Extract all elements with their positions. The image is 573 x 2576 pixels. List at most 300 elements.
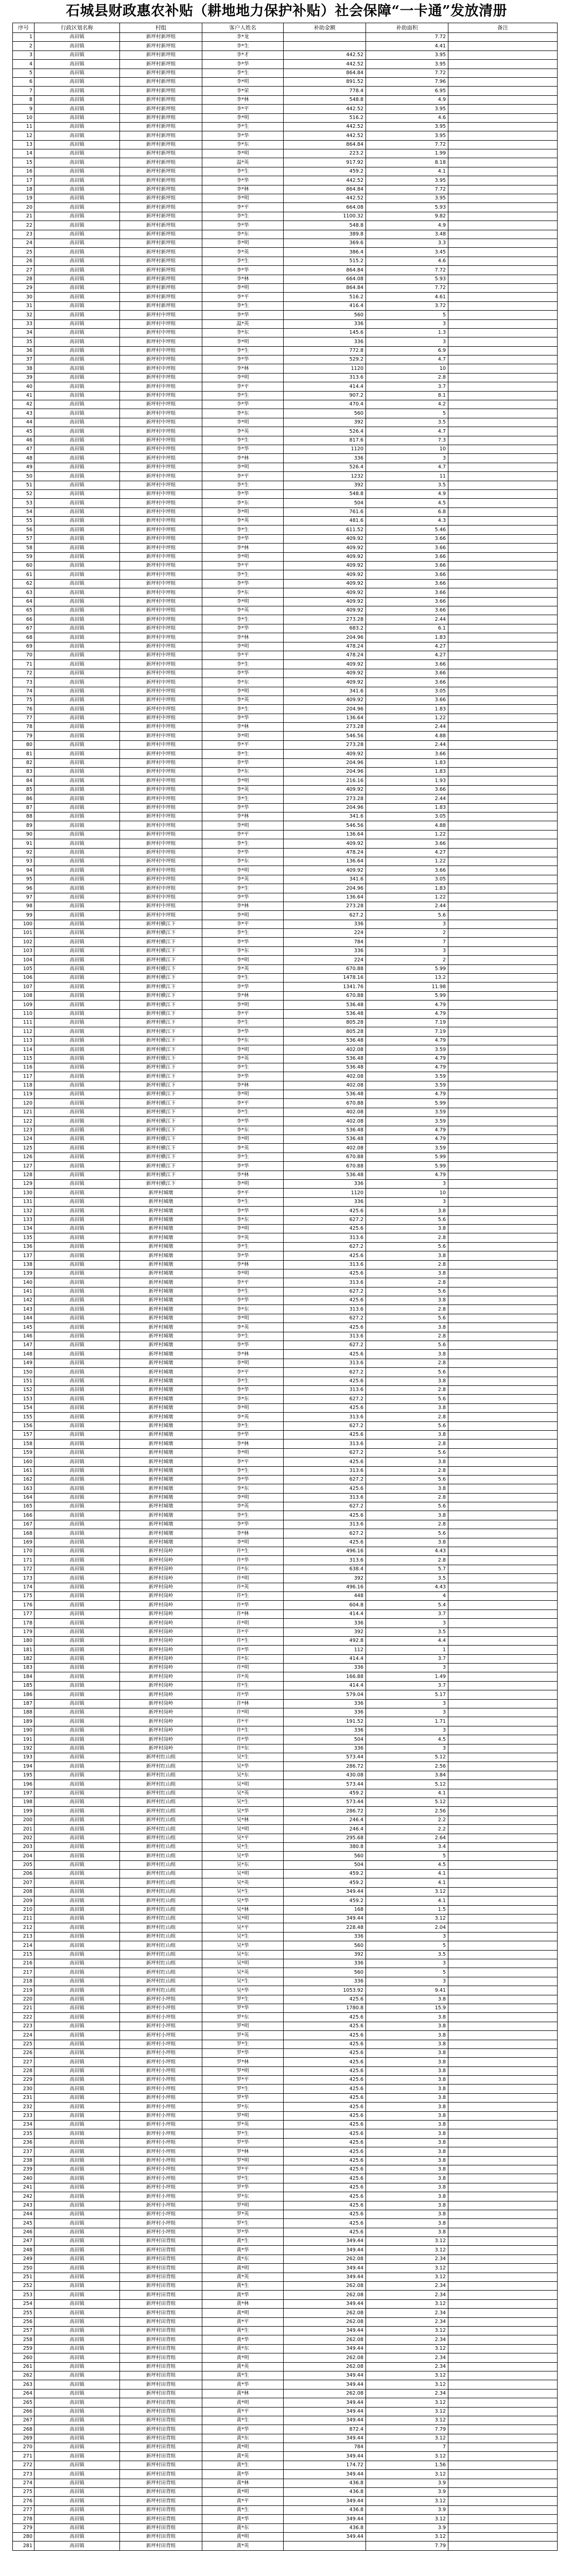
row-note (448, 1144, 558, 1153)
table-row (13, 956, 558, 964)
row-village: 新坪村小坪组 (120, 2174, 202, 2183)
row-note (448, 1977, 558, 1986)
row-area: 3 (366, 1664, 448, 1672)
row-district: 高田镇 (34, 1744, 120, 1753)
row-note (448, 1126, 558, 1134)
row-name: 李*林 (202, 1529, 284, 1538)
row-seq: 277 (13, 2505, 34, 2514)
row-name: 罗*华 (202, 2138, 284, 2147)
row-amount: 349.44 (284, 2532, 366, 2541)
row-area: 5.6 (366, 1395, 448, 1403)
row-district: 高田镇 (34, 194, 120, 203)
row-village: 新坪村中坪组 (120, 418, 202, 427)
table-row (13, 991, 558, 1000)
row-amount (284, 33, 366, 42)
row-village: 新坪村城墩 (120, 1439, 202, 1448)
row-amount: 262.08 (284, 2335, 366, 2344)
table-row (13, 2031, 558, 2040)
row-note (448, 1368, 558, 1377)
row-note (448, 1072, 558, 1081)
row-note (448, 1242, 558, 1251)
table-row (13, 1233, 558, 1242)
row-name: 李*东 (202, 1484, 284, 1493)
row-district: 高田镇 (34, 839, 120, 848)
row-district: 高田镇 (34, 391, 120, 400)
row-note (448, 2255, 558, 2263)
row-name: 李*生 (202, 660, 284, 669)
row-name: 吴*林 (202, 1905, 284, 1914)
row-district: 高田镇 (34, 785, 120, 794)
row-district: 高田镇 (34, 1180, 120, 1189)
row-village: 新坪村田背组 (120, 2389, 202, 2398)
row-district: 高田镇 (34, 2443, 120, 2452)
row-village: 新坪村红山组 (120, 1941, 202, 1950)
row-name: 李*明 (202, 373, 284, 382)
row-note (448, 2013, 558, 2022)
row-note (448, 176, 558, 185)
row-amount: 1120 (284, 445, 366, 453)
table-row (13, 1941, 558, 1950)
table-row (13, 2282, 558, 2291)
row-name: 吴*华 (202, 1896, 284, 1905)
row-name: 李*华 (202, 1341, 284, 1350)
row-area: 3.8 (366, 2040, 448, 2048)
row-name: 李*华 (202, 266, 284, 275)
row-amount: 136.64 (284, 714, 366, 722)
row-seq: 43 (13, 409, 34, 418)
row-note (448, 606, 558, 615)
row-area: 4.2 (366, 400, 448, 409)
table-row (13, 1045, 558, 1054)
row-name: 李*生 (202, 1018, 284, 1027)
row-village: 新坪村田背组 (120, 2470, 202, 2479)
row-district: 高田镇 (34, 2309, 120, 2317)
row-seq: 79 (13, 732, 34, 740)
row-village: 新坪村中坪组 (120, 660, 202, 669)
row-district: 高田镇 (34, 1708, 120, 1717)
row-village: 新坪村小坪组 (120, 2066, 202, 2075)
row-village: 新坪村中坪组 (120, 750, 202, 758)
row-amount: 336 (284, 1708, 366, 1717)
row-district: 高田镇 (34, 266, 120, 275)
row-amount: 349.44 (284, 2273, 366, 2281)
row-amount: 313.6 (284, 1278, 366, 1287)
row-area: 3 (366, 454, 448, 463)
row-name: 李*英 (202, 875, 284, 884)
row-note (448, 489, 558, 498)
row-amount: 805.28 (284, 1018, 366, 1027)
row-amount: 459.2 (284, 167, 366, 176)
row-village: 新坪村中坪组 (120, 714, 202, 722)
table-row (13, 87, 558, 95)
row-seq: 210 (13, 1905, 34, 1914)
row-area: 2.8 (366, 1413, 448, 1421)
row-village: 新坪村田背组 (120, 2416, 202, 2425)
row-name: 李*龙 (202, 33, 284, 42)
row-amount: 246.4 (284, 1825, 366, 1834)
row-area: 3.59 (366, 1072, 448, 1081)
row-amount: 425.6 (284, 1224, 366, 1233)
row-amount: 425.6 (284, 2103, 366, 2111)
row-seq: 136 (13, 1242, 34, 1251)
row-area: 3.8 (366, 1995, 448, 2004)
row-village: 新坪村岗岭 (120, 1636, 202, 1645)
row-note (448, 445, 558, 453)
table-row (13, 570, 558, 579)
row-district: 高田镇 (34, 1323, 120, 1332)
row-village: 新坪村中坪组 (120, 400, 202, 409)
row-area: 3 (366, 1932, 448, 1941)
row-area: 4.79 (366, 1171, 448, 1179)
row-area: 3.66 (366, 785, 448, 794)
table-row (13, 1314, 558, 1323)
row-note (448, 1565, 558, 1573)
row-note (448, 2488, 558, 2497)
row-amount: 313.6 (284, 1332, 366, 1341)
row-name: 李*明 (202, 642, 284, 651)
row-district: 高田镇 (34, 2380, 120, 2389)
row-village: 新坪村田背组 (120, 2353, 202, 2362)
row-amount: 548.8 (284, 489, 366, 498)
row-name: 黄*林 (202, 2479, 284, 2487)
row-note (448, 2031, 558, 2040)
row-amount: 341.6 (284, 875, 366, 884)
row-seq: 85 (13, 785, 34, 794)
row-area: 3.8 (366, 1458, 448, 1466)
row-district: 高田镇 (34, 1332, 120, 1341)
row-note (448, 427, 558, 436)
table-row (13, 2219, 558, 2228)
row-area: 2.34 (366, 2362, 448, 2371)
row-note (448, 2084, 558, 2093)
row-area: 9.41 (366, 1986, 448, 1995)
row-area: 3.59 (366, 1108, 448, 1116)
row-village: 新坪村横江下 (120, 1099, 202, 1108)
row-area: 10 (366, 364, 448, 373)
row-seq: 267 (13, 2416, 34, 2425)
row-name: 黄*平 (202, 2317, 284, 2326)
table-row (13, 1260, 558, 1269)
row-note (448, 328, 558, 337)
row-village: 新坪村红山组 (120, 1878, 202, 1887)
row-district: 高田镇 (34, 140, 120, 149)
row-name: 李*华 (202, 400, 284, 409)
row-district: 高田镇 (34, 1502, 120, 1511)
row-note (448, 1717, 558, 1726)
row-district: 高田镇 (34, 2013, 120, 2022)
row-seq: 225 (13, 2040, 34, 2048)
row-seq: 48 (13, 454, 34, 463)
row-area: 3.12 (366, 2237, 448, 2246)
table-row (13, 1323, 558, 1332)
row-note (448, 2246, 558, 2255)
row-name: 许*东 (202, 1744, 284, 1753)
row-district: 高田镇 (34, 1574, 120, 1583)
row-seq: 268 (13, 2425, 34, 2434)
row-seq: 269 (13, 2434, 34, 2443)
row-village: 新坪村城墩 (120, 1511, 202, 1520)
row-village: 新坪村红山组 (120, 1932, 202, 1941)
row-note (448, 1529, 558, 1538)
row-name: 许*明 (202, 1664, 284, 1672)
row-amount: 627.2 (284, 1529, 366, 1538)
table-row (13, 1744, 558, 1753)
row-district: 高田镇 (34, 938, 120, 946)
row-amount: 611.52 (284, 526, 366, 534)
row-name: 黄*英 (202, 2362, 284, 2371)
row-seq: 70 (13, 651, 34, 659)
row-area: 3.8 (366, 1251, 448, 1260)
row-village: 新坪村中坪组 (120, 633, 202, 642)
row-area: 2.04 (366, 1923, 448, 1932)
table-row (13, 1923, 558, 1932)
row-village: 新坪村红山组 (120, 1780, 202, 1789)
row-seq: 247 (13, 2237, 34, 2246)
row-seq: 186 (13, 1690, 34, 1699)
row-village: 新坪村田背组 (120, 2246, 202, 2255)
row-area: 4.3 (366, 517, 448, 526)
table-row (13, 1583, 558, 1591)
row-note (448, 991, 558, 1000)
row-district: 高田镇 (34, 1045, 120, 1054)
row-note (448, 221, 558, 230)
row-seq: 63 (13, 588, 34, 597)
row-name: 李*华 (202, 1162, 284, 1171)
row-area: 3.66 (366, 534, 448, 543)
row-area: 9.82 (366, 212, 448, 221)
row-name: 李*华 (202, 1027, 284, 1036)
row-district: 高田镇 (34, 2470, 120, 2479)
row-note (448, 69, 558, 77)
table-row (13, 2291, 558, 2299)
table-row (13, 615, 558, 624)
row-amount: 349.44 (284, 2416, 366, 2425)
row-name: 许*平 (202, 1717, 284, 1726)
row-amount: 349.44 (284, 2299, 366, 2308)
row-seq: 129 (13, 1180, 34, 1189)
row-village: 新坪村新坪组 (120, 77, 202, 86)
row-district: 高田镇 (34, 1842, 120, 1851)
row-note (448, 1591, 558, 1600)
row-area: 4.7 (366, 463, 448, 471)
row-area: 3.8 (366, 1350, 448, 1359)
row-note (448, 902, 558, 910)
row-village: 新坪村中坪组 (120, 454, 202, 463)
row-area: 2.34 (366, 2291, 448, 2299)
row-name: 许*林 (202, 1609, 284, 1618)
table-row (13, 2228, 558, 2236)
row-district: 高田镇 (34, 1385, 120, 1394)
table-row (13, 642, 558, 651)
row-note (448, 2129, 558, 2138)
row-seq: 265 (13, 2398, 34, 2407)
row-district: 高田镇 (34, 2452, 120, 2461)
row-note (448, 517, 558, 526)
table-row (13, 1636, 558, 1645)
row-village: 新坪村横江下 (120, 1090, 202, 1099)
row-note (448, 1090, 558, 1099)
table-row (13, 929, 558, 938)
row-village: 新坪村城墩 (120, 1197, 202, 1206)
row-village: 新坪村新坪组 (120, 42, 202, 50)
row-village: 新坪村田背组 (120, 2282, 202, 2291)
row-name: 李*生 (202, 122, 284, 131)
row-village: 新坪村新坪组 (120, 239, 202, 247)
row-name: 李*明 (202, 1448, 284, 1457)
table-row (13, 1466, 558, 1475)
row-amount: 627.2 (284, 1368, 366, 1377)
row-village: 新坪村田背组 (120, 2380, 202, 2389)
row-district: 高田镇 (34, 1484, 120, 1493)
row-area: 5.6 (366, 1368, 448, 1377)
row-seq: 272 (13, 2461, 34, 2469)
row-name: 吴*英 (202, 1878, 284, 1887)
row-note (448, 391, 558, 400)
row-note (448, 696, 558, 704)
row-area: 4.61 (366, 293, 448, 301)
row-village: 新坪村中坪组 (120, 723, 202, 732)
row-note (448, 1475, 558, 1484)
row-area: 2.8 (366, 1439, 448, 1448)
row-district: 高田镇 (34, 427, 120, 436)
row-district: 高田镇 (34, 2058, 120, 2066)
row-village: 新坪村中坪组 (120, 893, 202, 902)
row-village: 新坪村中坪组 (120, 346, 202, 355)
table-row (13, 1377, 558, 1385)
row-seq: 235 (13, 2129, 34, 2138)
row-amount: 425.6 (284, 1323, 366, 1332)
row-district: 高田镇 (34, 2111, 120, 2120)
row-village: 新坪村新坪组 (120, 87, 202, 95)
row-village: 新坪村田背组 (120, 2461, 202, 2469)
row-seq: 226 (13, 2048, 34, 2057)
row-village: 新坪村小坪组 (120, 2084, 202, 2093)
row-amount: 864.84 (284, 69, 366, 77)
row-seq: 242 (13, 2192, 34, 2201)
row-name: 李*英 (202, 427, 284, 436)
row-area: 3.84 (366, 1771, 448, 1780)
row-note (448, 633, 558, 642)
row-seq: 105 (13, 964, 34, 973)
row-name: 李*平 (202, 1009, 284, 1018)
row-area: 3.8 (366, 1377, 448, 1385)
row-name: 黄*华 (202, 2380, 284, 2389)
row-note (448, 1914, 558, 1923)
row-seq: 209 (13, 1896, 34, 1905)
row-area: 3.12 (366, 2264, 448, 2273)
row-area: 4.43 (366, 1547, 448, 1556)
table-row (13, 1896, 558, 1905)
row-name: 黄*明 (202, 2488, 284, 2497)
row-seq: 41 (13, 391, 34, 400)
row-note (448, 660, 558, 669)
row-note (448, 1296, 558, 1305)
row-district: 高田镇 (34, 2210, 120, 2218)
row-village: 新坪村岗岭 (120, 1556, 202, 1565)
row-note (448, 1780, 558, 1789)
row-name: 罗*东 (202, 2192, 284, 2201)
table-row (13, 2264, 558, 2273)
row-amount: 425.6 (284, 1511, 366, 1520)
row-amount: 262.08 (284, 2353, 366, 2362)
row-note (448, 1690, 558, 1699)
row-area: 4.1 (366, 1789, 448, 1798)
row-village: 新坪村新坪组 (120, 176, 202, 185)
row-note (448, 839, 558, 848)
row-village: 新坪村岗岭 (120, 1565, 202, 1573)
row-village: 新坪村岗岭 (120, 1591, 202, 1600)
row-village: 新坪村中坪组 (120, 803, 202, 812)
table-row (13, 974, 558, 982)
table-row (13, 1099, 558, 1108)
row-note (448, 1511, 558, 1520)
row-village: 新坪村城墩 (120, 1385, 202, 1394)
row-seq: 196 (13, 1780, 34, 1789)
row-district: 高田镇 (34, 87, 120, 95)
row-amount: 459.2 (284, 1870, 366, 1878)
row-area: 4.9 (366, 489, 448, 498)
row-village: 新坪村横江下 (120, 956, 202, 964)
row-amount: 349.44 (284, 2371, 366, 2380)
table-row (13, 2165, 558, 2174)
row-amount: 224 (284, 929, 366, 938)
row-village: 新坪村横江下 (120, 1135, 202, 1144)
row-name: 黄*华 (202, 2246, 284, 2255)
row-amount: 436.8 (284, 2505, 366, 2514)
row-name: 李*华 (202, 131, 284, 140)
row-district: 高田镇 (34, 991, 120, 1000)
table-row (13, 1950, 558, 1959)
row-note (448, 266, 558, 275)
row-note (448, 1153, 558, 1161)
row-note (448, 794, 558, 803)
row-note (448, 1341, 558, 1350)
table-row (13, 1905, 558, 1914)
row-district: 高田镇 (34, 1816, 120, 1824)
row-note (448, 1233, 558, 1242)
row-note (448, 1413, 558, 1421)
row-name: 黄*明 (202, 2264, 284, 2273)
row-name: 李*华 (202, 624, 284, 633)
table-row (13, 373, 558, 382)
row-district: 高田镇 (34, 562, 120, 570)
row-seq: 50 (13, 472, 34, 481)
row-district: 高田镇 (34, 946, 120, 955)
row-district: 高田镇 (34, 275, 120, 283)
row-name: 李*明 (202, 283, 284, 292)
row-amount: 1100.32 (284, 212, 366, 221)
table-row (13, 588, 558, 597)
row-district: 高田镇 (34, 1556, 120, 1565)
row-district: 高田镇 (34, 2103, 120, 2111)
row-note (448, 2022, 558, 2030)
table-row (13, 803, 558, 812)
row-seq: 93 (13, 857, 34, 866)
row-area: 3.8 (366, 1484, 448, 1493)
row-village: 新坪村中坪组 (120, 328, 202, 337)
row-village: 新坪村横江下 (120, 1144, 202, 1153)
row-name: 许*明 (202, 1619, 284, 1628)
row-area: 2.34 (366, 2309, 448, 2317)
row-district: 高田镇 (34, 1664, 120, 1672)
row-area: 3.3 (366, 239, 448, 247)
row-seq: 228 (13, 2066, 34, 2075)
row-note (448, 2228, 558, 2236)
row-name: 许*东 (202, 1654, 284, 1663)
row-name: 李*明 (202, 1045, 284, 1054)
table-row (13, 1565, 558, 1573)
row-seq: 127 (13, 1162, 34, 1171)
